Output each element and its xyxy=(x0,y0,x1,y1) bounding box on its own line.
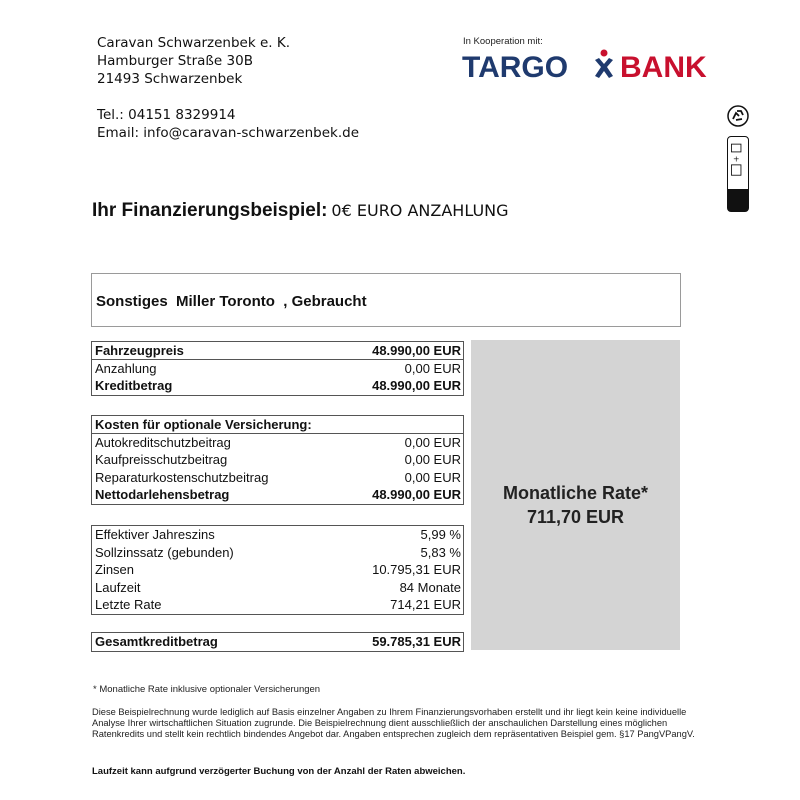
row-value: 48.990,00 EUR xyxy=(372,343,461,358)
row-value: 59.785,31 EUR xyxy=(372,634,461,649)
table-heading xyxy=(92,416,463,434)
row-label: Zinsen xyxy=(95,562,135,577)
svg-text:+: + xyxy=(732,154,740,164)
row-value: 10.795,31 EUR xyxy=(372,562,461,577)
row-label: Gesamtkreditbetrag xyxy=(95,634,218,649)
packaging-icon xyxy=(727,136,749,212)
final-note: Laufzeit kann aufgrund verzögerter Buchung von der Anzahl der Raten abweichen. xyxy=(92,766,466,777)
monthly-rate-value: 711,70 EUR xyxy=(526,507,625,527)
brand-right-text: BANK xyxy=(620,51,707,84)
row-label: Nettodarlehensbetrag xyxy=(95,487,230,502)
targobank-logo xyxy=(462,44,722,84)
recycling-icon xyxy=(727,105,749,127)
cooperation-label: In Kooperation mit: xyxy=(463,36,543,47)
table-row xyxy=(92,469,463,487)
insurance-table xyxy=(91,415,464,505)
brand-left-text: TARGO xyxy=(462,51,569,84)
row-label: Effektiver Jahreszins xyxy=(95,527,215,542)
row-label: Kreditbetrag xyxy=(95,378,173,393)
table-row xyxy=(92,579,463,597)
dealer-name: Caravan Schwarzenbek e. K. xyxy=(97,35,291,51)
row-value: 48.990,00 EUR xyxy=(372,378,461,393)
row-label: Letzte Rate xyxy=(95,597,162,612)
table-row xyxy=(92,561,463,579)
price-table xyxy=(91,341,464,396)
dealer-city: 21493 Schwarzenbek xyxy=(97,71,243,87)
targobank-symbol-icon xyxy=(595,50,613,79)
table-row xyxy=(92,451,463,469)
row-value: 714,21 EUR xyxy=(390,597,461,612)
dealer-phone: Tel.: 04151 8329914 xyxy=(97,107,236,123)
table-row xyxy=(92,526,463,544)
vehicle-box xyxy=(91,273,681,327)
headline-subtitle: 0€ EURO ANZAHLUNG xyxy=(331,201,509,220)
terms-table xyxy=(91,525,464,615)
row-value: 0,00 EUR xyxy=(404,469,461,485)
insurance-heading: Kosten für optionale Versicherung: xyxy=(95,417,312,432)
side-icons xyxy=(727,105,751,212)
row-label: Sollzinssatz (gebunden) xyxy=(95,544,234,560)
headline-title: Ihr Finanzierungsbeispiel: xyxy=(92,200,328,221)
row-label: Kaufpreisschutzbeitrag xyxy=(95,452,228,467)
row-value: 0,00 EUR xyxy=(404,434,461,450)
table-row xyxy=(92,633,463,651)
monthly-rate-panel xyxy=(471,340,680,650)
row-label: Reparaturkostenschutzbeitrag xyxy=(95,469,269,485)
row-value: 5,83 % xyxy=(420,544,461,560)
table-row xyxy=(92,544,463,562)
disclaimer: Diese Beispielrechnung wurde lediglich auf Basis einzelner Angaben zu Ihrem Finanzierungsvorhaben erstellt und ihr liegt kein keine individuelle Analyse Ihrer wirtschaftlichen Situation zugrunde. Die Beispielrechnung dient ausschließlich der anschaulichen Darstellung eines möglichen Ratenkredits und stellt kein rechtlich bindendes Angebot dar. Angaben entsprechen zugleich dem repräsentativen Beispiel gem. §17 PangVPangV. xyxy=(92,707,695,739)
table-row xyxy=(92,360,463,378)
dealer-email: Email: info@caravan-schwarzenbek.de xyxy=(97,125,360,141)
row-label: Fahrzeugpreis xyxy=(95,343,184,358)
row-value: 84 Monate xyxy=(399,579,461,595)
table-row xyxy=(92,596,463,614)
dealer-address xyxy=(97,34,359,142)
vehicle-description: Sonstiges Miller Toronto , Gebraucht xyxy=(96,293,367,310)
row-label: Autokreditschutzbeitrag xyxy=(95,434,231,450)
footnote: * Monatliche Rate inklusive optionaler Versicherungen xyxy=(93,684,321,695)
monthly-rate-label: Monatliche Rate* xyxy=(502,483,649,503)
total-table xyxy=(91,632,464,652)
dealer-street: Hamburger Straße 30B xyxy=(97,53,253,69)
row-label: Laufzeit xyxy=(95,579,141,595)
table-row xyxy=(92,342,463,360)
row-value: 48.990,00 EUR xyxy=(372,487,461,502)
page-title xyxy=(92,200,509,222)
row-value: 0,00 EUR xyxy=(404,452,461,467)
table-row xyxy=(92,434,463,452)
row-value: 0,00 EUR xyxy=(404,360,461,376)
row-value: 5,99 % xyxy=(420,527,461,542)
table-row xyxy=(92,486,463,504)
row-label: Anzahlung xyxy=(95,360,157,376)
table-row xyxy=(92,377,463,395)
